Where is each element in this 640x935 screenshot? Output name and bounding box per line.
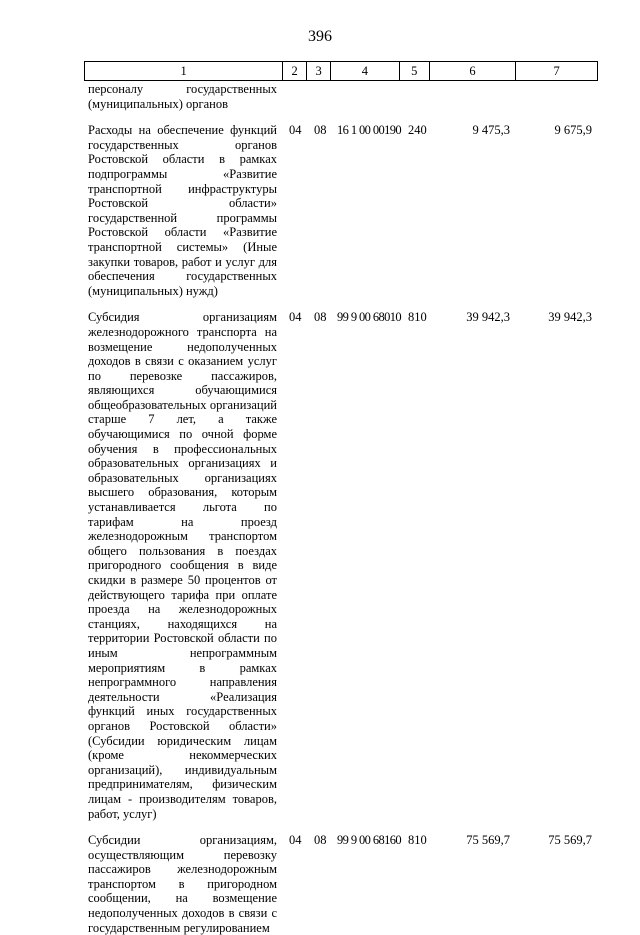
table-row — [84, 82, 598, 111]
header-col-5: 5 — [400, 62, 430, 80]
table-row — [84, 310, 598, 821]
row-target-code: 99 9 00 68010 — [337, 310, 402, 325]
row-subsection: 08 — [314, 123, 327, 138]
header-col-7: 7 — [553, 64, 560, 78]
row-subsection: 08 — [314, 310, 327, 325]
row-expense-type: 810 — [408, 310, 427, 325]
table-row — [84, 123, 598, 298]
page-number: 396 — [308, 28, 332, 45]
row-amount-2: 75 569,7 — [548, 833, 592, 848]
row-subsection: 08 — [314, 833, 327, 848]
row-amount-1: 39 942,3 — [466, 310, 510, 325]
header-col-1: 1 — [85, 62, 283, 80]
row-section: 04 — [289, 123, 302, 138]
row-expense-type: 810 — [408, 833, 427, 848]
header-col-2: 2 — [283, 62, 307, 80]
row-description: персоналу государственных (муниципальных) органов — [88, 82, 277, 111]
row-expense-type: 240 — [408, 123, 427, 138]
row-description: Субсидия организациям железнодорожного транспорта на возмещение недополученных доходов в связи с оказанием услуг по перевозке пассажиров, являющихся обучающимися общеобразовательных организаций старше 7 лет, а также обучающимися по очной форме обучения в профессиональных образовательных организациях и образовательных организациях высшего образования, которым устанавливается льгота по тарифам на проезд железнодорожным транспортом общего пользования в поездах пригородного сообщения в виде скидки в размере 50 процентов от действующего тарифа при оплате проезда на железнодорожных станциях, находящихся на территории Ростовской области по иным непрограммным мероприятиям в рамках непрограммного направления деятельности «Реализация функций иных государственных органов Ростовской области» (Субсидии юридическим лицам (кроме некоммерческих организаций), индивидуальным предпринимателям, физическим лицам - производителям товаров, работ, услуг) — [88, 310, 277, 821]
row-amount-1: 9 475,3 — [472, 123, 510, 138]
row-amount-2: 9 675,9 — [554, 123, 592, 138]
table-body — [84, 82, 598, 935]
row-description: Субсидии организациям, осуществляющим перевозку пассажиров железнодорожным транспортом в пригородном сообщении, на возмещение недополученных доходов в связи с государственным регулированием — [88, 833, 277, 935]
row-amount-1: 75 569,7 — [466, 833, 510, 848]
header-col-6: 6 — [430, 62, 517, 80]
row-target-code: 16 1 00 00190 — [337, 123, 402, 138]
row-target-code: 99 9 00 68160 — [337, 833, 402, 848]
header-col-3: 3 — [307, 62, 331, 80]
table-header — [84, 61, 598, 81]
row-amount-2: 39 942,3 — [548, 310, 592, 325]
row-section: 04 — [289, 310, 302, 325]
header-col-4: 4 — [331, 62, 400, 80]
table-row — [84, 833, 598, 935]
row-section: 04 — [289, 833, 302, 848]
row-description: Расходы на обеспечение функций государственных органов Ростовской области в рамках подпрограммы «Развитие транспортной инфраструктуры Ростовской области» государственной программы Ростовской области «Развитие транспортной системы» (Иные закупки товаров, работ и услуг для обеспечения государственных (муниципальных) нужд) — [88, 123, 277, 298]
